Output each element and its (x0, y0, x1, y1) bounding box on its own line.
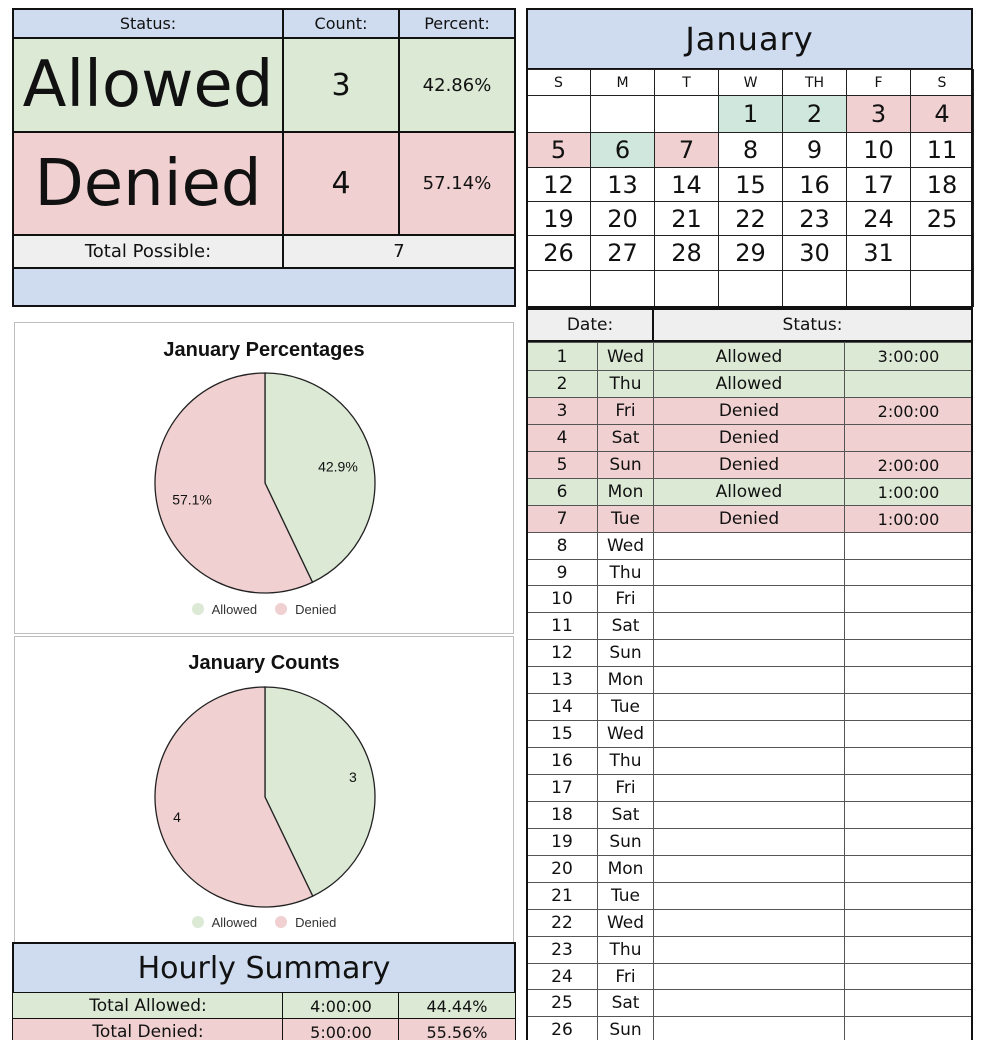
log-dow-cell: Mon (597, 855, 654, 883)
calendar-empty-cell (846, 270, 911, 307)
percentages-legend (15, 602, 513, 617)
log-hours-cell (844, 963, 973, 990)
log-hours-cell (844, 882, 973, 910)
calendar-day: 27 (590, 235, 655, 271)
total-possible-label: Total Possible: (12, 234, 284, 269)
log-status-cell (653, 666, 845, 694)
log-date-header: Date: (526, 308, 654, 342)
log-dow-cell: Sun (597, 451, 654, 479)
calendar-empty-cell (526, 95, 591, 133)
log-status-cell: Allowed (653, 370, 845, 398)
log-status-cell: Allowed (653, 478, 845, 506)
total-denied-percent: 55.56% (398, 1018, 516, 1040)
log-day-cell: 5 (526, 451, 598, 479)
log-status-cell (653, 1016, 845, 1040)
log-dow-cell: Sat (597, 801, 654, 829)
log-hours-cell (844, 855, 973, 883)
log-dow-cell: Sat (597, 612, 654, 640)
log-status-cell (653, 747, 845, 775)
weekday-header: W (718, 69, 783, 96)
counts-pie-svg (15, 637, 515, 945)
calendar-day: 2 (782, 95, 847, 133)
calendar-empty-cell (654, 270, 719, 307)
weekday-header: M (590, 69, 655, 96)
calendar-day: 7 (654, 132, 719, 168)
total-denied-label: Total Denied: (12, 1018, 284, 1040)
log-status-cell (653, 855, 845, 883)
calendar-empty-cell (590, 95, 655, 133)
calendar-day: 8 (718, 132, 783, 168)
calendar-empty-cell (718, 270, 783, 307)
percentages-pie-svg (15, 323, 515, 635)
log-hours-cell (844, 909, 973, 937)
log-day-cell: 20 (526, 855, 598, 883)
summary-footer-band (12, 267, 516, 307)
log-day-cell: 22 (526, 909, 598, 937)
calendar-day: 12 (526, 167, 591, 202)
calendar-day: 18 (910, 167, 974, 202)
log-status-cell: Denied (653, 451, 845, 479)
log-day-cell: 2 (526, 370, 598, 398)
log-status-cell (653, 828, 845, 856)
calendar-day: 30 (782, 235, 847, 271)
log-hours-cell (844, 639, 973, 667)
calendar-empty-cell (910, 270, 974, 307)
counts-legend (15, 915, 513, 930)
log-day-cell: 14 (526, 693, 598, 721)
legend-item-allowed (192, 915, 258, 930)
log-status-cell (653, 639, 845, 667)
log-status-cell (653, 612, 845, 640)
calendar-day: 5 (526, 132, 591, 168)
log-status-cell (653, 882, 845, 910)
weekday-header: T (654, 69, 719, 96)
calendar-empty-cell (590, 270, 655, 307)
log-day-cell: 12 (526, 639, 598, 667)
log-dow-cell: Fri (597, 397, 654, 425)
log-hours-cell (844, 585, 973, 613)
log-day-cell: 19 (526, 828, 598, 856)
calendar-empty-cell (654, 95, 719, 133)
weekday-header: S (910, 69, 974, 96)
log-day-cell: 1 (526, 342, 598, 371)
denied-count: 4 (282, 131, 400, 236)
legend-swatch-allowed (192, 916, 204, 928)
weekday-header: S (526, 69, 591, 96)
calendar-day: 28 (654, 235, 719, 271)
calendar-day: 20 (590, 201, 655, 236)
log-status-header: Status: (652, 308, 973, 342)
total-possible-value: 7 (282, 234, 516, 269)
calendar-month-title: January (526, 8, 973, 70)
calendar-day: 15 (718, 167, 783, 202)
status-header: Status: (12, 8, 284, 39)
log-hours-cell (844, 559, 973, 586)
legend-label-denied: Denied (295, 602, 337, 617)
allowed-percent: 42.86% (398, 37, 516, 133)
log-hours-cell (844, 747, 973, 775)
log-dow-cell: Sat (597, 424, 654, 452)
calendar-day: 3 (846, 95, 911, 133)
log-hours-cell: 2:00:00 (844, 451, 973, 479)
calendar-day: 14 (654, 167, 719, 202)
calendar-day: 10 (846, 132, 911, 168)
log-day-cell: 4 (526, 424, 598, 452)
log-dow-cell: Sat (597, 989, 654, 1017)
total-denied-time: 5:00:00 (282, 1018, 400, 1040)
log-dow-cell: Sun (597, 639, 654, 667)
log-day-cell: 23 (526, 936, 598, 964)
calendar-day: 24 (846, 201, 911, 236)
log-dow-cell: Fri (597, 963, 654, 990)
log-status-cell (653, 693, 845, 721)
legend-label-allowed: Allowed (211, 915, 258, 930)
percentages-chart (14, 322, 514, 634)
legend-item-denied (275, 915, 336, 930)
log-dow-cell: Thu (597, 370, 654, 398)
calendar-day: 6 (590, 132, 655, 168)
log-day-cell: 10 (526, 585, 598, 613)
log-hours-cell: 2:00:00 (844, 397, 973, 425)
calendar-day: 29 (718, 235, 783, 271)
log-hours-cell (844, 612, 973, 640)
pie-data-label: 57.1% (172, 491, 212, 508)
total-allowed-label: Total Allowed: (12, 992, 284, 1020)
log-dow-cell: Wed (597, 720, 654, 748)
log-day-cell: 9 (526, 559, 598, 586)
log-day-cell: 15 (526, 720, 598, 748)
calendar-day: 21 (654, 201, 719, 236)
log-dow-cell: Thu (597, 559, 654, 586)
percent-header: Percent: (398, 8, 516, 39)
calendar-day: 25 (910, 201, 974, 236)
log-hours-cell (844, 720, 973, 748)
log-hours-cell: 3:00:00 (844, 342, 973, 371)
calendar-day: 13 (590, 167, 655, 202)
log-hours-cell (844, 936, 973, 964)
log-hours-cell: 1:00:00 (844, 505, 973, 533)
log-status-cell (653, 801, 845, 829)
calendar-empty-cell (782, 270, 847, 307)
log-day-cell: 13 (526, 666, 598, 694)
calendar-day: 26 (526, 235, 591, 271)
total-allowed-percent: 44.44% (398, 992, 516, 1020)
log-dow-cell: Fri (597, 585, 654, 613)
log-day-cell: 3 (526, 397, 598, 425)
log-status-cell (653, 963, 845, 990)
pie-data-label: 42.9% (318, 458, 358, 475)
log-hours-cell (844, 801, 973, 829)
allowed-label: Allowed (12, 37, 284, 133)
log-day-cell: 21 (526, 882, 598, 910)
log-day-cell: 18 (526, 801, 598, 829)
calendar-day: 22 (718, 201, 783, 236)
calendar-day: 9 (782, 132, 847, 168)
log-status-cell (653, 936, 845, 964)
counts-chart-title: January Counts (188, 652, 340, 674)
legend-item-denied (275, 602, 336, 617)
calendar-day: 23 (782, 201, 847, 236)
calendar-day: 11 (910, 132, 974, 168)
log-dow-cell: Wed (597, 532, 654, 560)
allowed-count: 3 (282, 37, 400, 133)
log-dow-cell: Sun (597, 828, 654, 856)
log-dow-cell: Mon (597, 666, 654, 694)
calendar-empty-cell (910, 235, 974, 271)
log-hours-cell (844, 370, 973, 398)
denied-label: Denied (12, 131, 284, 236)
log-dow-cell: Sun (597, 1016, 654, 1040)
calendar-day: 17 (846, 167, 911, 202)
log-status-cell (653, 720, 845, 748)
log-day-cell: 8 (526, 532, 598, 560)
pie-data-label: 3 (349, 768, 357, 785)
log-status-cell (653, 909, 845, 937)
log-hours-cell (844, 774, 973, 802)
total-allowed-time: 4:00:00 (282, 992, 400, 1020)
log-hours-cell (844, 532, 973, 560)
legend-item-allowed (192, 602, 258, 617)
log-day-cell: 7 (526, 505, 598, 533)
calendar-day: 16 (782, 167, 847, 202)
hourly-summary-title: Hourly Summary (12, 942, 516, 994)
log-dow-cell: Wed (597, 909, 654, 937)
log-day-cell: 16 (526, 747, 598, 775)
log-dow-cell: Tue (597, 505, 654, 533)
calendar-day: 31 (846, 235, 911, 271)
legend-swatch-allowed (192, 603, 204, 615)
log-hours-cell (844, 989, 973, 1017)
log-status-cell (653, 774, 845, 802)
log-status-cell (653, 585, 845, 613)
calendar-day: 19 (526, 201, 591, 236)
log-dow-cell: Thu (597, 747, 654, 775)
log-day-cell: 17 (526, 774, 598, 802)
log-day-cell: 25 (526, 989, 598, 1017)
percentages-chart-title: January Percentages (163, 339, 365, 361)
denied-percent: 57.14% (398, 131, 516, 236)
log-status-cell: Denied (653, 397, 845, 425)
log-day-cell: 6 (526, 478, 598, 506)
log-day-cell: 26 (526, 1016, 598, 1040)
log-hours-cell: 1:00:00 (844, 478, 973, 506)
calendar-day: 1 (718, 95, 783, 133)
log-day-cell: 11 (526, 612, 598, 640)
log-hours-cell (844, 828, 973, 856)
log-status-cell: Denied (653, 505, 845, 533)
counts-chart (14, 636, 514, 944)
weekday-header: F (846, 69, 911, 96)
log-dow-cell: Mon (597, 478, 654, 506)
log-hours-cell (844, 1016, 973, 1040)
log-status-cell (653, 989, 845, 1017)
log-hours-cell (844, 424, 973, 452)
log-hours-cell (844, 693, 973, 721)
legend-swatch-denied (275, 603, 287, 615)
legend-label-allowed: Allowed (211, 602, 258, 617)
legend-label-denied: Denied (295, 915, 337, 930)
log-dow-cell: Wed (597, 342, 654, 371)
log-status-cell (653, 532, 845, 560)
log-dow-cell: Tue (597, 693, 654, 721)
log-dow-cell: Fri (597, 774, 654, 802)
legend-swatch-denied (275, 916, 287, 928)
log-status-cell: Allowed (653, 342, 845, 371)
log-dow-cell: Thu (597, 936, 654, 964)
log-day-cell: 24 (526, 963, 598, 990)
log-status-cell: Denied (653, 424, 845, 452)
log-hours-cell (844, 666, 973, 694)
log-dow-cell: Tue (597, 882, 654, 910)
calendar-empty-cell (526, 270, 591, 307)
pie-data-label: 4 (173, 809, 181, 826)
log-status-cell (653, 559, 845, 586)
count-header: Count: (282, 8, 400, 39)
weekday-header: TH (782, 69, 847, 96)
calendar-day: 4 (910, 95, 974, 133)
